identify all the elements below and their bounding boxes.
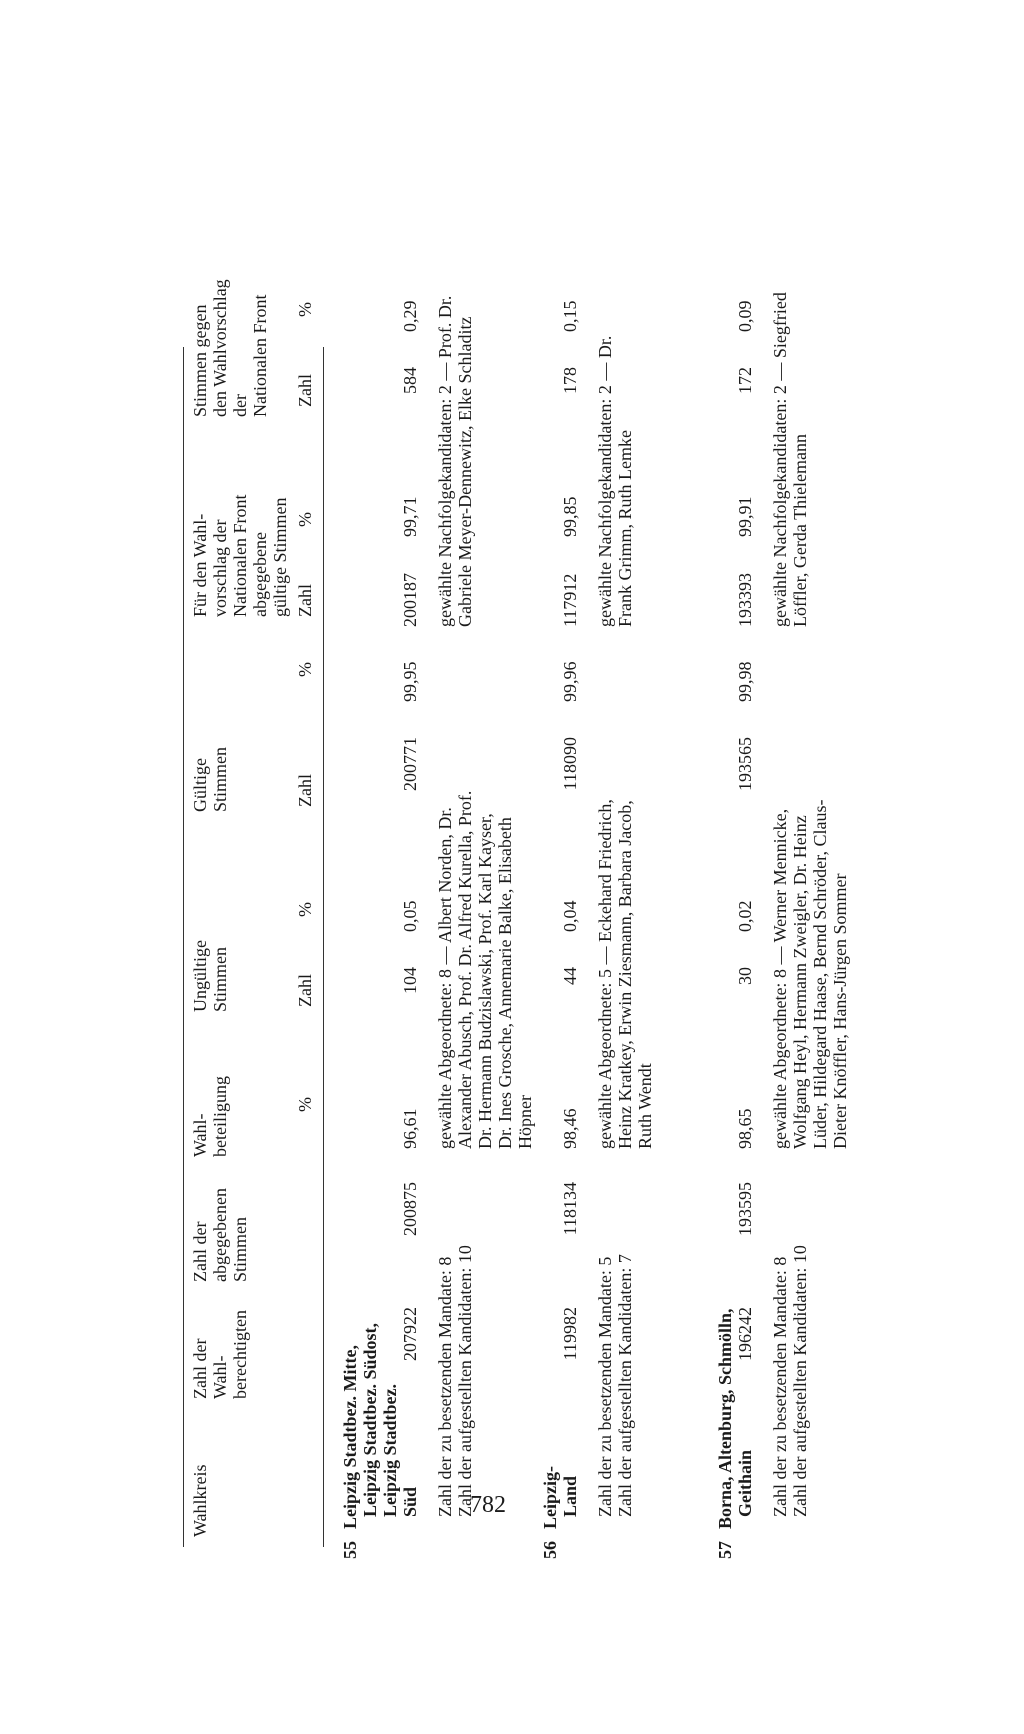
header-beteiligung: Wahl-	[190, 1113, 210, 1157]
header-gegen: der	[230, 394, 250, 417]
successor-candidates-line: gewählte Nachfolgekandidaten: 2 — Dr.	[595, 335, 615, 627]
header-abgegebene: Stimmen	[230, 1216, 250, 1282]
rotated-table-page	[155, 167, 855, 1567]
header-beteiligung: beteiligung	[210, 1076, 230, 1157]
header-wahlberechtigte: berechtigten	[230, 1310, 250, 1399]
value-beteiligung: 96,61	[400, 1108, 420, 1149]
district-name-last: Süd	[400, 1486, 420, 1517]
value-gegen-zahl: 584	[400, 367, 420, 394]
value-ungueltig-zahl: 30	[735, 967, 755, 985]
value-gegen-pct: 0,29	[400, 300, 420, 332]
mandate-text: Zahl der zu besetzenden Mandate:	[435, 1270, 455, 1517]
header-abgegebene: Zahl der	[190, 1221, 210, 1282]
value-fuer-zahl: 193393	[735, 573, 755, 627]
header-abgegebene: abgegebenen	[210, 1188, 230, 1282]
header-fuer: abgegebene	[250, 532, 270, 617]
district-number: 55	[340, 1541, 360, 1559]
elected-members-line: Dieter Knöffler, Hans-Jürgen Sommer	[830, 873, 850, 1149]
header-gueltige: Stimmen	[210, 746, 230, 812]
value-gueltig-pct: 99,96	[560, 661, 580, 702]
table-header-rule	[323, 347, 324, 1547]
table-top-rule	[183, 347, 184, 1547]
value-beteiligung: 98,65	[735, 1108, 755, 1149]
elected-members-line: Dr. Ines Grosche, Annemarie Balke, Elisabeth	[495, 817, 515, 1149]
kandidaten-text: Zahl der aufgestellten Kandidaten:	[455, 1267, 475, 1517]
elected-members-line: gewählte Abgeordnete: 8 — Albert Norden, Dr.	[435, 807, 455, 1149]
mandate-label	[770, 1257, 791, 1517]
header-gegen-zahl: Zahl	[295, 374, 315, 407]
value-ungueltig-pct: 0,05	[400, 900, 420, 932]
value-wahlberechtigte: 196242	[735, 1307, 755, 1361]
value-ungueltig-pct: 0,02	[735, 900, 755, 932]
kandidaten-label	[790, 1245, 811, 1517]
value-ungueltig-pct: 0,04	[560, 900, 580, 932]
mandate-count: 8	[770, 1256, 790, 1266]
elected-members-line: Heinz Kratkey, Erwin Ziesmann, Barbara Jacob,	[615, 800, 635, 1149]
mandate-label	[595, 1257, 616, 1517]
header-fuer-zahl: Zahl	[295, 584, 315, 617]
kandidaten-count: 10	[455, 1245, 475, 1264]
value-gegen-zahl: 172	[735, 367, 755, 394]
mandate-count: 8	[435, 1256, 455, 1266]
value-abgegeben: 200875	[400, 1182, 420, 1236]
value-abgegeben: 118134	[560, 1182, 580, 1236]
district-name-line: Leipzig Stadtbez.	[380, 1384, 400, 1517]
header-fuer-pct: %	[295, 512, 315, 527]
district-number: 57	[715, 1541, 735, 1559]
elected-members-line: Höpner	[515, 1095, 535, 1149]
elected-members-line: Ruth Wendt	[635, 1063, 655, 1149]
header-ungueltige-pct: %	[295, 902, 315, 917]
value-ungueltig-zahl: 104	[400, 967, 420, 994]
header-gueltige: Gültige	[190, 758, 210, 812]
mandate-label	[435, 1257, 456, 1517]
value-gegen-zahl: 178	[560, 367, 580, 394]
district-number: 56	[540, 1541, 560, 1559]
successor-candidates-line: gewählte Nachfolgekandidaten: 2 — Prof. Dr.	[435, 295, 455, 627]
kandidaten-label	[615, 1254, 636, 1517]
kandidaten-text: Zahl der aufgestellten Kandidaten:	[615, 1267, 635, 1517]
header-fuer: vorschlag der	[210, 519, 230, 617]
header-gegen-pct: %	[295, 302, 315, 317]
kandidaten-label	[455, 1245, 476, 1517]
header-wahlkreis: Wahlkreis	[190, 1464, 210, 1537]
value-fuer-pct: 99,71	[400, 496, 420, 537]
elected-members-line: Alexander Abusch, Prof. Dr. Alfred Kurella, Prof.	[455, 790, 475, 1149]
value-fuer-pct: 99,85	[560, 496, 580, 537]
header-ungueltige: Stimmen	[210, 946, 230, 1012]
kandidaten-count: 7	[615, 1254, 635, 1264]
value-gegen-pct: 0,15	[560, 300, 580, 332]
value-gueltig-zahl: 118090	[560, 737, 580, 791]
page-number: 782	[470, 1492, 506, 1518]
header-gueltige-pct: %	[295, 662, 315, 677]
header-gegen: Stimmen gegen	[190, 304, 210, 417]
header-wahlberechtigte: Wahl-	[210, 1355, 230, 1399]
header-fuer: gültige Stimmen	[270, 497, 290, 617]
elected-members-line: gewählte Abgeordnete: 8 — Werner Mennicke,	[770, 808, 790, 1149]
district-name-line: Leipzig Stadtbez. Südost,	[360, 1322, 380, 1517]
header-wahlberechtigte: Zahl der	[190, 1338, 210, 1399]
value-fuer-pct: 99,91	[735, 496, 755, 537]
header-beteiligung-pct: %	[295, 1097, 315, 1112]
header-ungueltige: Ungültige	[190, 940, 210, 1012]
value-fuer-zahl: 200187	[400, 573, 420, 627]
mandate-count: 5	[595, 1256, 615, 1266]
value-wahlberechtigte: 119982	[560, 1307, 580, 1361]
header-fuer: Für den Wahl-	[190, 513, 210, 617]
elected-members-line: Wolfgang Heyl, Hermann Zweigler, Dr. Heinz	[790, 815, 810, 1149]
header-ungueltige-zahl: Zahl	[295, 974, 315, 1007]
value-gueltig-pct: 99,95	[400, 661, 420, 702]
district-name-last: Geithain	[735, 1449, 755, 1517]
value-abgegeben: 193595	[735, 1182, 755, 1236]
district-name-last: Land	[560, 1475, 580, 1517]
value-beteiligung: 98,46	[560, 1108, 580, 1149]
value-fuer-zahl: 117912	[560, 573, 580, 627]
mandate-text: Zahl der zu besetzenden Mandate:	[595, 1270, 615, 1517]
value-gueltig-pct: 99,98	[735, 661, 755, 702]
header-fuer: Nationalen Front	[230, 494, 250, 617]
successor-candidates-line: Gabriele Meyer-Dennewitz, Elke Schladitz	[455, 316, 475, 627]
value-gegen-pct: 0,09	[735, 300, 755, 332]
value-gueltig-zahl: 200771	[400, 737, 420, 791]
header-gueltige-zahl: Zahl	[295, 774, 315, 807]
district-name-line: Borna, Altenburg, Schmölln,	[715, 1308, 735, 1529]
header-gegen: den Wahlvorschlag	[210, 279, 230, 417]
value-ungueltig-zahl: 44	[560, 967, 580, 985]
value-wahlberechtigte: 207922	[400, 1307, 420, 1361]
elected-members-line: Dr. Hermann Budzislawski, Prof. Karl Kayser,	[475, 813, 495, 1149]
district-name-line: Leipzig-	[540, 1466, 560, 1529]
kandidaten-text: Zahl der aufgestellten Kandidaten:	[790, 1267, 810, 1517]
successor-candidates-line: gewählte Nachfolgekandidaten: 2 — Siegfried	[770, 292, 790, 627]
elected-members-line: gewählte Abgeordnete: 5 — Eckehard Friedrich,	[595, 799, 615, 1149]
kandidaten-count: 10	[790, 1245, 810, 1264]
successor-candidates-line: Löffler, Gerda Thielemann	[790, 433, 810, 627]
district-name-line: Leipzig Stadtbez. Mitte,	[340, 1345, 360, 1529]
successor-candidates-line: Frank Grimm, Ruth Lemke	[615, 430, 635, 627]
value-gueltig-zahl: 193565	[735, 737, 755, 791]
mandate-text: Zahl der zu besetzenden Mandate:	[770, 1270, 790, 1517]
elected-members-line: Lüder, Hildegard Haase, Bernd Schröder, Claus-	[810, 799, 830, 1149]
header-gegen: Nationalen Front	[250, 294, 270, 417]
